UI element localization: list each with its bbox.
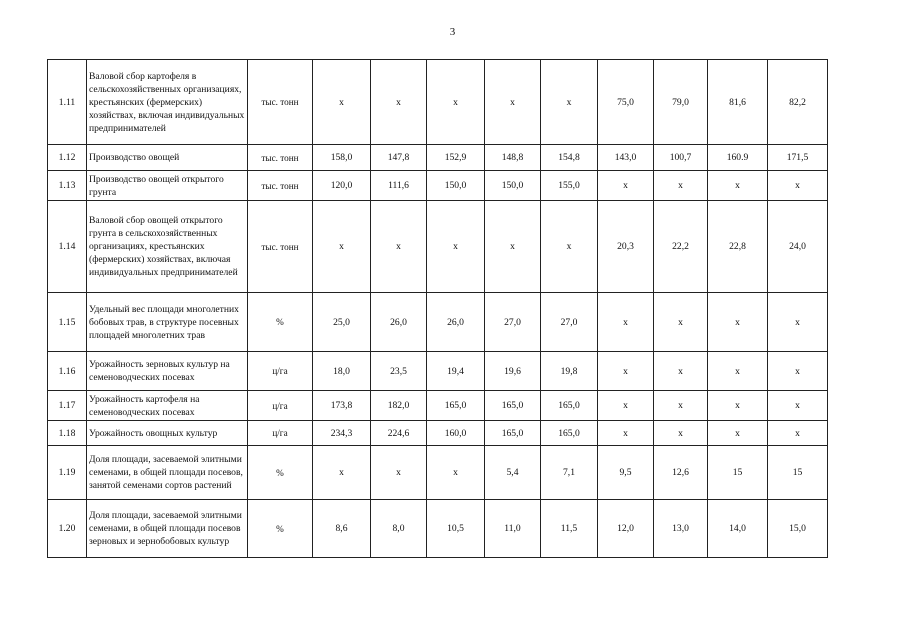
value-cell: x	[371, 60, 427, 145]
value-cell: x	[708, 421, 768, 446]
value-cell: x	[654, 421, 708, 446]
table-row	[48, 171, 828, 201]
value-cell: 20,3	[598, 201, 654, 293]
row-number-cell: 1.12	[48, 145, 87, 171]
value-cell: 155,0	[541, 171, 598, 201]
table-row	[48, 293, 828, 352]
value-cell: x	[768, 171, 828, 201]
table-row	[48, 201, 828, 293]
value-cell: x	[313, 60, 371, 145]
unit-cell: тыс. тонн	[248, 201, 313, 293]
value-cell: x	[485, 201, 541, 293]
indicator-name-cell: Валовой сбор картофеля в сельскохозяйственных организациях, крестьянских (фермерских) хозяйствах, включая индивидуальных предпринимателей	[87, 60, 248, 145]
value-cell: 75,0	[598, 60, 654, 145]
table-row	[48, 391, 828, 421]
unit-cell: %	[248, 293, 313, 352]
value-cell: 160.9	[708, 145, 768, 171]
table-row	[48, 60, 828, 145]
row-number-cell: 1.19	[48, 446, 87, 500]
value-cell: x	[313, 201, 371, 293]
unit-cell: ц/га	[248, 421, 313, 446]
value-cell: 19,8	[541, 352, 598, 391]
value-cell: x	[427, 446, 485, 500]
value-cell: 27,0	[485, 293, 541, 352]
indicator-name-cell: Производство овощей открытого грунта	[87, 171, 248, 201]
value-cell: 7,1	[541, 446, 598, 500]
value-cell: x	[768, 352, 828, 391]
table-row	[48, 421, 828, 446]
unit-cell: %	[248, 500, 313, 558]
value-cell: 26,0	[371, 293, 427, 352]
value-cell: x	[371, 201, 427, 293]
row-number-cell: 1.11	[48, 60, 87, 145]
value-cell: x	[654, 293, 708, 352]
unit-cell: %	[248, 446, 313, 500]
value-cell: 100,7	[654, 145, 708, 171]
value-cell: 10,5	[427, 500, 485, 558]
row-number-cell: 1.18	[48, 421, 87, 446]
indicator-name-cell: Удельный вес площади многолетних бобовых трав, в структуре посевных площадей многолетних трав	[87, 293, 248, 352]
value-cell: x	[708, 352, 768, 391]
indicator-name-cell: Урожайность зерновых культур на семеноводческих посевах	[87, 352, 248, 391]
value-cell: 158,0	[313, 145, 371, 171]
indicator-name-cell: Доля площади, засеваемой элитными семенами, в общей площади посевов зерновых и зернобобовых культур	[87, 500, 248, 558]
table-row	[48, 145, 828, 171]
value-cell: x	[768, 293, 828, 352]
value-cell: 8,0	[371, 500, 427, 558]
value-cell: x	[708, 293, 768, 352]
value-cell: x	[598, 293, 654, 352]
value-cell: 11,0	[485, 500, 541, 558]
value-cell: 79,0	[654, 60, 708, 145]
value-cell: 5,4	[485, 446, 541, 500]
value-cell: 12,6	[654, 446, 708, 500]
table-row	[48, 352, 828, 391]
value-cell: 81,6	[708, 60, 768, 145]
value-cell: 150,0	[427, 171, 485, 201]
value-cell: 11,5	[541, 500, 598, 558]
table-row	[48, 500, 828, 558]
row-number-cell: 1.20	[48, 500, 87, 558]
value-cell: 15,0	[768, 500, 828, 558]
value-cell: 152,9	[427, 145, 485, 171]
value-cell: 224,6	[371, 421, 427, 446]
value-cell: 26,0	[427, 293, 485, 352]
value-cell: x	[371, 446, 427, 500]
row-number-cell: 1.14	[48, 201, 87, 293]
value-cell: 120,0	[313, 171, 371, 201]
value-cell: 182,0	[371, 391, 427, 421]
value-cell: 18,0	[313, 352, 371, 391]
table-row	[48, 446, 828, 500]
value-cell: 165,0	[541, 391, 598, 421]
value-cell: x	[541, 201, 598, 293]
value-cell: x	[313, 446, 371, 500]
value-cell: x	[654, 391, 708, 421]
value-cell: 22,2	[654, 201, 708, 293]
value-cell: x	[598, 171, 654, 201]
value-cell: 165,0	[485, 391, 541, 421]
value-cell: x	[541, 60, 598, 145]
value-cell: x	[768, 391, 828, 421]
value-cell: 14,0	[708, 500, 768, 558]
value-cell: x	[485, 60, 541, 145]
value-cell: x	[654, 171, 708, 201]
row-number-cell: 1.13	[48, 171, 87, 201]
value-cell: x	[427, 201, 485, 293]
value-cell: x	[708, 391, 768, 421]
value-cell: x	[768, 421, 828, 446]
value-cell: 23,5	[371, 352, 427, 391]
unit-cell: тыс. тонн	[248, 60, 313, 145]
value-cell: x	[708, 171, 768, 201]
value-cell: 111,6	[371, 171, 427, 201]
value-cell: 24,0	[768, 201, 828, 293]
value-cell: 15	[708, 446, 768, 500]
value-cell: 154,8	[541, 145, 598, 171]
value-cell: 15	[768, 446, 828, 500]
indicator-name-cell: Производство овощей	[87, 145, 248, 171]
indicator-name-cell: Валовой сбор овощей открытого грунта в сельскохозяйственных организациях, крестьянских (фермерских) хозяйствах, включая индивидуальных предпринимателей	[87, 201, 248, 293]
unit-cell: ц/га	[248, 352, 313, 391]
page-number: 3	[449, 26, 456, 38]
value-cell: 27,0	[541, 293, 598, 352]
value-cell: 165,0	[541, 421, 598, 446]
value-cell: x	[654, 352, 708, 391]
indicator-name-cell: Доля площади, засеваемой элитными семенами, в общей площади посевов, занятой семенами сортов растений	[87, 446, 248, 500]
indicator-name-cell: Урожайность картофеля на семеноводческих посевах	[87, 391, 248, 421]
value-cell: 143,0	[598, 145, 654, 171]
row-number-cell: 1.17	[48, 391, 87, 421]
value-cell: 160,0	[427, 421, 485, 446]
value-cell: 165,0	[485, 421, 541, 446]
unit-cell: ц/га	[248, 391, 313, 421]
unit-cell: тыс. тонн	[248, 171, 313, 201]
indicators-table	[47, 59, 828, 558]
value-cell: 9,5	[598, 446, 654, 500]
value-cell: 8,6	[313, 500, 371, 558]
row-number-cell: 1.15	[48, 293, 87, 352]
value-cell: x	[598, 421, 654, 446]
value-cell: 12,0	[598, 500, 654, 558]
value-cell: 150,0	[485, 171, 541, 201]
value-cell: 82,2	[768, 60, 828, 145]
value-cell: 165,0	[427, 391, 485, 421]
row-number-cell: 1.16	[48, 352, 87, 391]
value-cell: 234,3	[313, 421, 371, 446]
value-cell: x	[427, 60, 485, 145]
value-cell: 148,8	[485, 145, 541, 171]
value-cell: 22,8	[708, 201, 768, 293]
value-cell: 147,8	[371, 145, 427, 171]
unit-cell: тыс. тонн	[248, 145, 313, 171]
value-cell: x	[598, 352, 654, 391]
value-cell: 19,4	[427, 352, 485, 391]
value-cell: 19,6	[485, 352, 541, 391]
value-cell: 13,0	[654, 500, 708, 558]
value-cell: 171,5	[768, 145, 828, 171]
value-cell: x	[598, 391, 654, 421]
indicator-name-cell: Урожайность овощных культур	[87, 421, 248, 446]
value-cell: 173,8	[313, 391, 371, 421]
value-cell: 25,0	[313, 293, 371, 352]
